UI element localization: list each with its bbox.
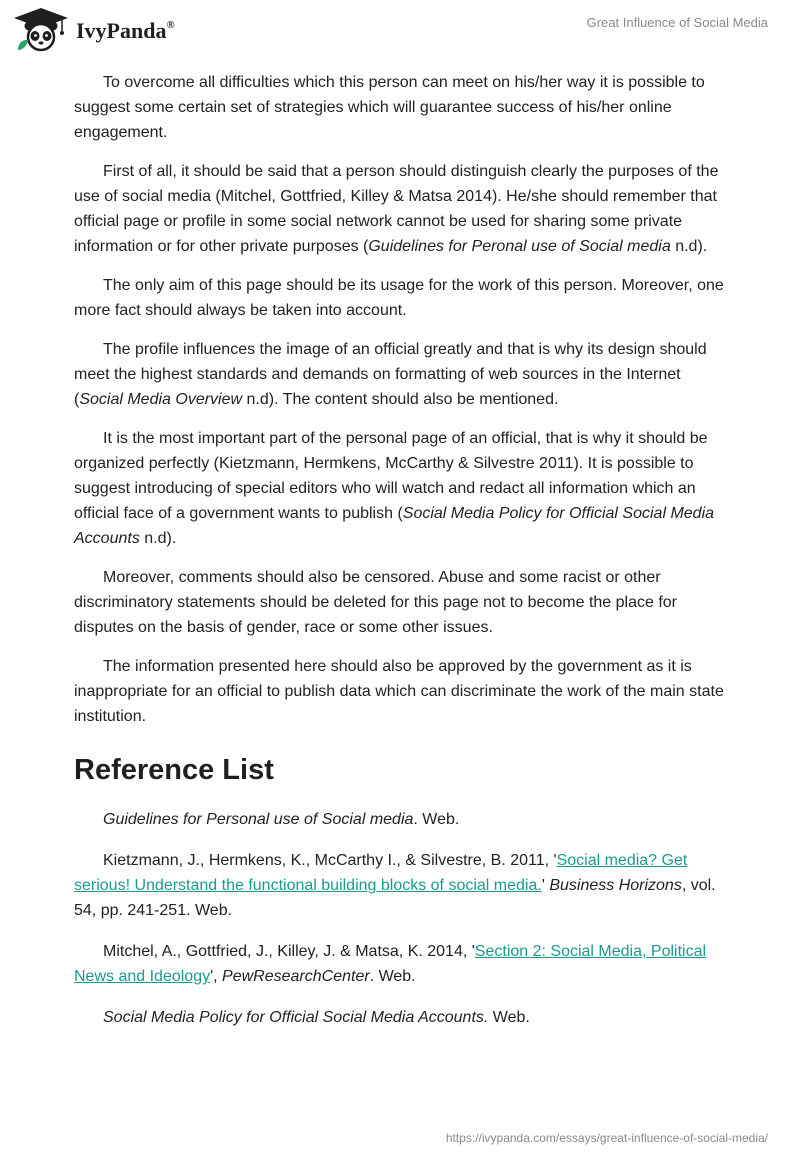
essay-paragraph <box>74 159 724 259</box>
text-run: . Web. <box>369 968 416 985</box>
text-run: ', <box>210 968 223 985</box>
reference-link[interactable]: Section 2: Social Media, Political News and Ideology <box>74 943 707 985</box>
reference-list <box>74 807 724 1030</box>
text-run: n.d). <box>670 238 708 255</box>
footer-url: https://ivypanda.com/essays/great-influence-of-social-media/ <box>445 1131 768 1145</box>
text-run: ' <box>541 877 550 894</box>
reference-entry <box>74 1005 724 1030</box>
text-run: Web. <box>488 1009 530 1026</box>
page-title: Great Influence of Social Media <box>586 15 768 30</box>
reference-list-heading: Reference List <box>74 754 274 786</box>
text-run: To overcome all difficulties which this person can meet on his/her way it is possible to suggest some certain set of strategies which will guarantee success of his/her online engagement. <box>74 74 705 141</box>
italic-title: PewResearchCenter <box>222 968 370 985</box>
reference-entry <box>74 848 724 923</box>
italic-title: Social Media Overview <box>79 391 243 408</box>
panda-graduate-icon <box>12 6 70 52</box>
reference-entry <box>74 939 724 989</box>
text-run: n.d). <box>139 530 177 547</box>
text-run: , vol. 54, pp. 241-251. Web. <box>74 877 716 919</box>
text-run: Kietzmann, J., Hermkens, K., McCarthy I., & Silvestre, B. 2011, ' <box>103 852 557 869</box>
essay-paragraph <box>74 273 724 323</box>
italic-title: Social Media Policy for Official Social Media Accounts. <box>103 1009 489 1026</box>
text-run: The only aim of this page should be its usage for the work of this person. Moreover, one more fact should always be taken into account. <box>74 277 724 319</box>
italic-title: Business Horizons <box>549 877 682 894</box>
text-run: Moreover, comments should also be censored. Abuse and some racist or other discriminatory statements should be deleted for this page not to become the place for disputes on the basis of gender, race or some other issues. <box>74 569 678 636</box>
text-run: It is the most important part of the personal page of an official, that is why it should be organized perfectly (Kietzmann, Hermkens, McCarthy & Silvestre 2011). It is possible to suggest introducing of special editors who will watch and redact all information which an official face of a government wants to publish ( <box>74 430 708 522</box>
essay-paragraph <box>74 426 724 551</box>
essay-body <box>74 70 724 729</box>
reference-entry <box>74 807 724 832</box>
text-run: The profile influences the image of an official greatly and that is why its design should meet the highest standards and demands on formatting of web sources in the Internet ( <box>74 341 707 408</box>
text-run: Mitchel, A., Gottfried, J., Killey, J. & Matsa, K. 2014, ' <box>103 943 475 960</box>
text-run: First of all, it should be said that a person should distinguish clearly the purposes of the use of social media (Mitchel, Gottfried, Killey & Matsa 2014). He/she should remember that official page or profile in some social network cannot be used for sharing some private information or for other private purposes ( <box>74 163 719 255</box>
text-run: . Web. <box>413 811 460 828</box>
essay-paragraph <box>74 654 724 729</box>
ivypanda-logo[interactable] <box>12 6 175 52</box>
italic-title: Guidelines for Peronal use of Social media <box>368 238 671 255</box>
essay-paragraph <box>74 565 724 640</box>
reference-link[interactable]: Social media? Get serious! Understand the functional building blocks of social media. <box>74 852 688 894</box>
text-run: The information presented here should also be approved by the government as it is inappropriate for an official to publish data which can discriminate the work of the main state institution. <box>74 658 724 725</box>
brand-name: IvyPanda® <box>76 18 175 43</box>
italic-title: Guidelines for Personal use of Social media <box>103 811 414 828</box>
italic-title: Social Media Policy for Official Social Media Accounts <box>74 505 715 547</box>
essay-paragraph <box>74 337 724 412</box>
page-header <box>0 0 800 64</box>
essay-paragraph <box>74 70 724 145</box>
essay-content <box>74 70 724 1046</box>
text-run: n.d). The content should also be mentioned. <box>242 391 559 408</box>
